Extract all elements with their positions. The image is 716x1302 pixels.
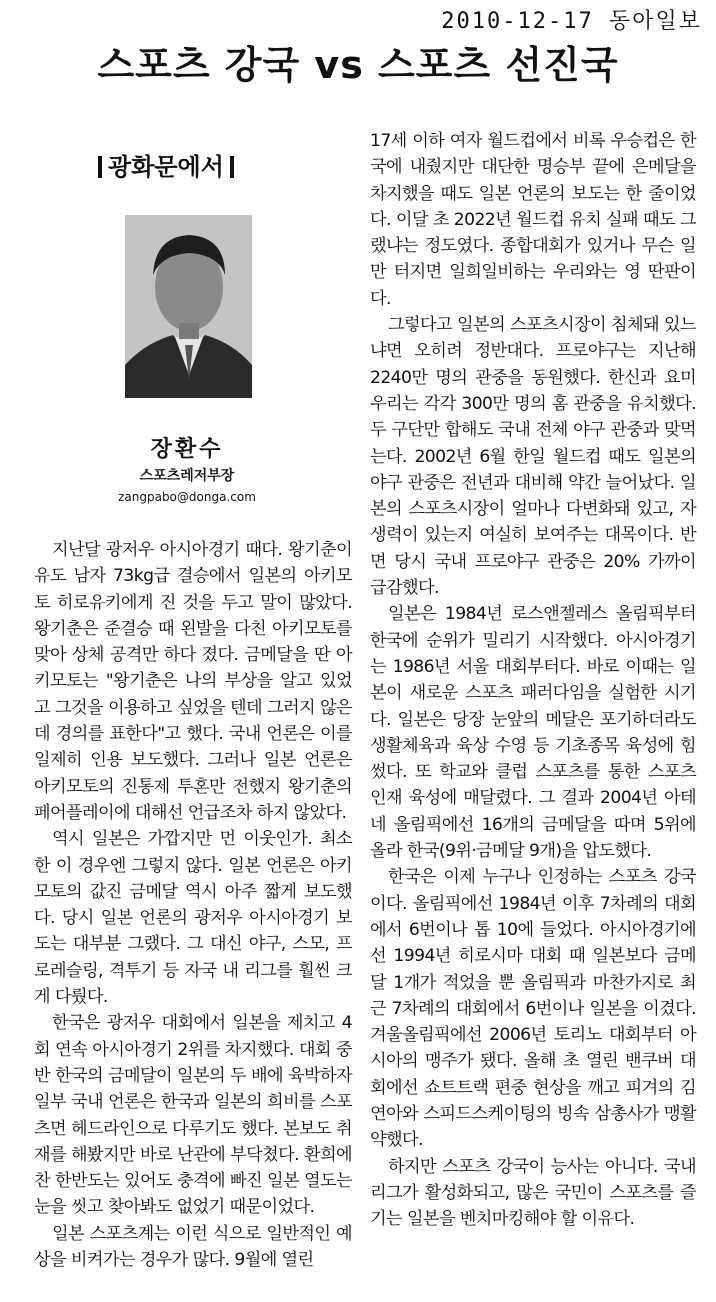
dateline: 2010-12-17 동아일보 xyxy=(441,9,702,34)
article-paragraph: 그렇다고 일본의 스포츠시장이 침체돼 있느냐면 오히려 정반대다. 프로야구는 지난해 2240만 명의 관중을 동원했다. 한신과 요미우리는 각각 300만 명의 홈 관중을 유치했다. 두 구단만 합해도 국내 전체 야구 관중과 맞먹는다. 2002년 6월 한일 월드컵 때도 일본의 야구 관중은 전년과 대비해 약간 늘어났다. 일본의 스포츠시장이 얼마나 다변화돼 있고, 자생력이 있는지 여실히 보여주는 대목이다. 반면 당시 국내 프로야구 관중은 20% 가까이 급감했다. xyxy=(370,315,696,599)
article-paragraph: 지난달 광저우 아시아경기 때다. 왕기춘이 유도 남자 73kg급 결승에서 일본의 아키모토 히로유키에게 진 것을 두고 말이 많았다. 왕기춘은 준결승 때 왼발을 다친 아키모토를 맞아 상체 공격만 하다 졌다. 금메달을 딴 아키모토는 "왕기춘은 나의 부상을 알고 있었고 그것을 이용하고 싶었을 텐데 그러지 않은 데 경의를 표한다"고 했다. 국내 언론은 이를 일제히 인용 보도했다. 그러나 일본 언론은 아키모토의 진통제 투혼만 전했지 왕기춘의 페어플레이에 대해선 언급조차 하지 않았다. xyxy=(34,540,352,823)
author-portrait-image xyxy=(125,215,252,398)
article-paragraph: 역시 일본은 가깝지만 먼 이웃인가. 최소한 이 경우엔 그렇지 않다. 일본 언론은 아키모토의 값진 금메달 역시 아주 짧게 보도했다. 당시 일본 언론의 광저우 아시아경기 보도는 대부분 그랬다. 그 대신 야구, 스모, 프로레슬링, 격투기 등 자국 내 리그를 훨씬 크게 다뤘다. xyxy=(34,829,352,1008)
article-paragraph: 한국은 이제 누구나 인정하는 스포츠 강국이다. 올림픽에선 1984년 이후 7차례의 대회에서 6번이나 톱 10에 들었다. 아시아경기에선 1994년 히로시마 대회 때 일본보다 금메달 1개가 적었을 뿐 올림픽과 마찬가지로 최근 7차례의 대회에서 6번이나 일본을 이겼다. 겨울올림픽에선 2006년 토리노 대회부터 아시아의 맹주가 됐다. 올해 초 열린 밴쿠버 대회에선 쇼트트랙 편중 현상을 깨고 피겨의 김연아와 스피드스케이팅의 빙속 삼총사가 맹활약했다. xyxy=(370,867,696,1151)
column-title-bar-left xyxy=(98,156,102,178)
author-title: 스포츠레저부장 xyxy=(139,468,235,484)
column-title-text: 광화문에서 xyxy=(108,153,224,181)
author-name: 장환수 xyxy=(150,437,224,462)
article-paragraph: 한국은 광저우 대회에서 일본을 제치고 4회 연속 아시아경기 2위를 차지했다. 대회 중반 한국의 금메달이 일본의 두 배에 육박하자 일부 국내 언론은 한국과 일본의 희비를 스포츠면 헤드라인으로 다루기도 했다. 본보도 취재를 해봤지만 바로 난관에 부닥쳤다. 환희에 찬 한반도는 있어도 충격에 빠진 일본 열도는 눈을 씻고 찾아봐도 없었기 때문이었다. xyxy=(34,1013,352,1218)
article-paragraph: 일본 스포츠계는 이런 식으로 일반적인 예상을 비켜가는 경우가 많다. 9월에 열린 xyxy=(34,1223,352,1271)
article-paragraph: 17세 이하 여자 월드컵에서 비록 우승컵은 한국에 내줬지만 대단한 명승부 끝에 은메달을 차지했을 때도 일본 언론의 보도는 한 줄이었다. 이달 초 2022년 월드컵 유치 실패 때도 그랬냐는 정도였다. 종합대회가 있거나 무슨 일만 터지면 일희일비하는 우리와는 영 딴판이다. xyxy=(370,131,696,309)
article-paragraph: 일본은 1984년 로스앤젤레스 올림픽부터 한국에 순위가 밀리기 시작했다. 아시아경기는 1986년 서울 대회부터다. 바로 이때는 일본이 새로운 스포츠 패러다임을 실험한 시기다. 일본은 당장 눈앞의 메달은 포기하더라도 생활체육과 육상 수영 등 기초종목 육성에 힘썼다. 또 학교와 클럽 스포츠를 통한 스포츠 인재 육성에 매달렸다. 그 결과 2004년 아테네 올림픽에선 16개의 금메달을 따며 5위에 올라 한국(9위·금메달 9개)을 압도했다. xyxy=(370,604,696,862)
article-column-left xyxy=(34,537,352,1273)
column-title xyxy=(92,147,240,182)
author-email: zangpabo@donga.com xyxy=(118,490,256,504)
author-photo xyxy=(125,215,252,398)
headline: 스포츠 강국 vs 스포츠 선진국 xyxy=(97,43,619,87)
article-paragraph: 하지만 스포츠 강국이 능사는 아니다. 국내 리그가 활성화되고, 많은 국민이 스포츠를 즐기는 일본을 벤치마킹해야 할 이유다. xyxy=(370,1156,696,1230)
column-title-bar-right xyxy=(230,156,234,178)
article-column-right xyxy=(370,128,696,1232)
